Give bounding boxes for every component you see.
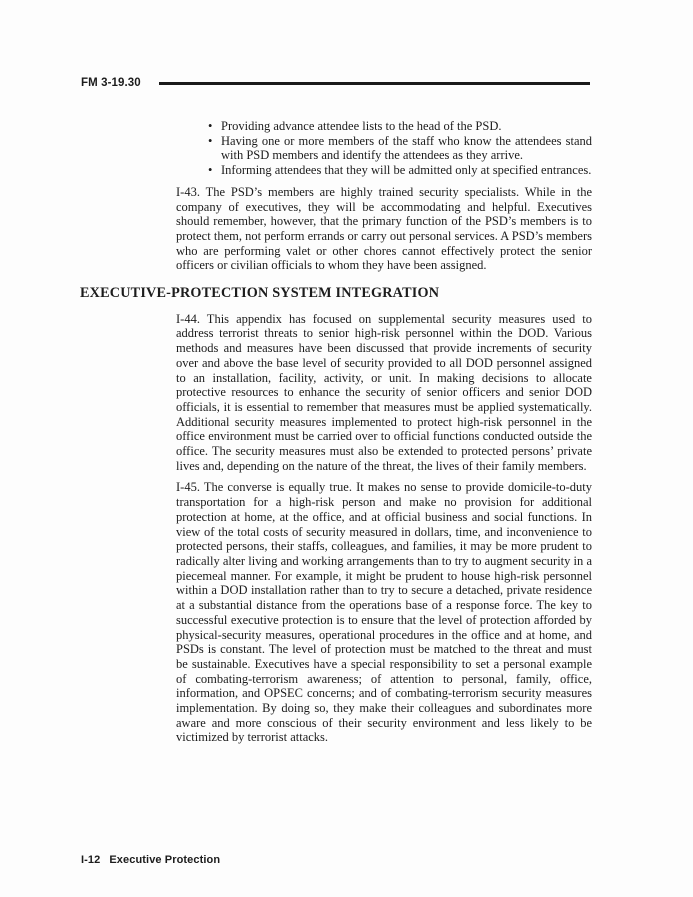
bullet-list bbox=[176, 119, 592, 178]
page-footer bbox=[81, 854, 220, 866]
body-column bbox=[80, 119, 592, 745]
header-rule bbox=[159, 82, 590, 84]
paragraph-i43: I-43. The PSD’s members are highly trained security specialists. While in the company of executives, they will be accommodating and helpful. Executives should remember, however, that the primary function of the PSD’s members is to protect them, not perform errands or carry out personal services. A PSD’s members who are performing valet or other chores cannot effectively protect the senior officers or civilian officials to whom they have been assigned. bbox=[176, 184, 592, 273]
bullet-icon: • bbox=[208, 163, 213, 178]
bullet-text: Providing advance attendee lists to the head of the PSD. bbox=[221, 119, 502, 133]
bullet-text: Having one or more members of the staff who know the attendees stand with PSD members and identify the attendees as they arrive. bbox=[221, 133, 592, 163]
page-header bbox=[81, 77, 590, 89]
list-item bbox=[176, 134, 592, 163]
doc-number: FM 3-19.30 bbox=[81, 77, 141, 89]
paragraph-i44: I-44. This appendix has focused on supplemental security measures used to address terrorist threats to senior high-risk personnel within the DOD. Various methods and measures have been discussed that provide increments of security over and above the base level of security provided to all DOD personnel assigned to an installation, facility, activity, or unit. In making decisions to allocate protective resources to enhance the security of senior officers and senior DOD officials, it is essential to remember that measures must be applied systematically. Additional security measures implemented to protect high-risk personnel in the office environment must be carried over to official functions conducted outside the office. The security measures must also be extended to protected persons’ private lives and, depending on the nature of the threat, the lives of their family members. bbox=[176, 311, 592, 473]
bullet-text: Informing attendees that they will be admitted only at specified entrances. bbox=[221, 163, 592, 178]
list-item bbox=[176, 119, 592, 134]
bullet-icon: • bbox=[208, 119, 213, 133]
bullet-icon: • bbox=[208, 133, 213, 148]
paragraph-i45: I-45. The converse is equally true. It makes no sense to provide domicile-to-duty transportation for a high-risk person and make no provision for additional protection at home, at the office, and at official business and social functions. In view of the total costs of security measured in dollars, time, and inconvenience to protected persons, their staffs, colleagues, and families, it may be more prudent to radically alter living and working arrangements than to try to augment security in a piecemeal manner. For example, it might be prudent to house high-risk personnel within a DOD installation rather than to try to secure a detached, private residence at a substantial distance from the operations base of a response force. The key to successful executive protection is to ensure that the level of protection afforded by physical-security measures, operational procedures in the office and at home, and PSDs is constant. The level of protection must be matched to the threat and must be sustainable. Executives have a special responsibility to set a personal example of combating-terrorism awareness; of attention to personal, family, office, information, and OPSEC concerns; and of combating-terrorism security measures implementation. By doing so, they make their colleagues and subordinates more aware and more conscious of their security environment and less likely to be victimized by terrorist attacks. bbox=[176, 480, 592, 745]
footer-chapter-title: Executive Protection bbox=[109, 854, 221, 866]
footer-page-number: I-12 bbox=[81, 854, 101, 866]
section-heading: EXECUTIVE-PROTECTION SYSTEM INTEGRATION bbox=[80, 285, 440, 302]
list-item bbox=[176, 163, 592, 178]
